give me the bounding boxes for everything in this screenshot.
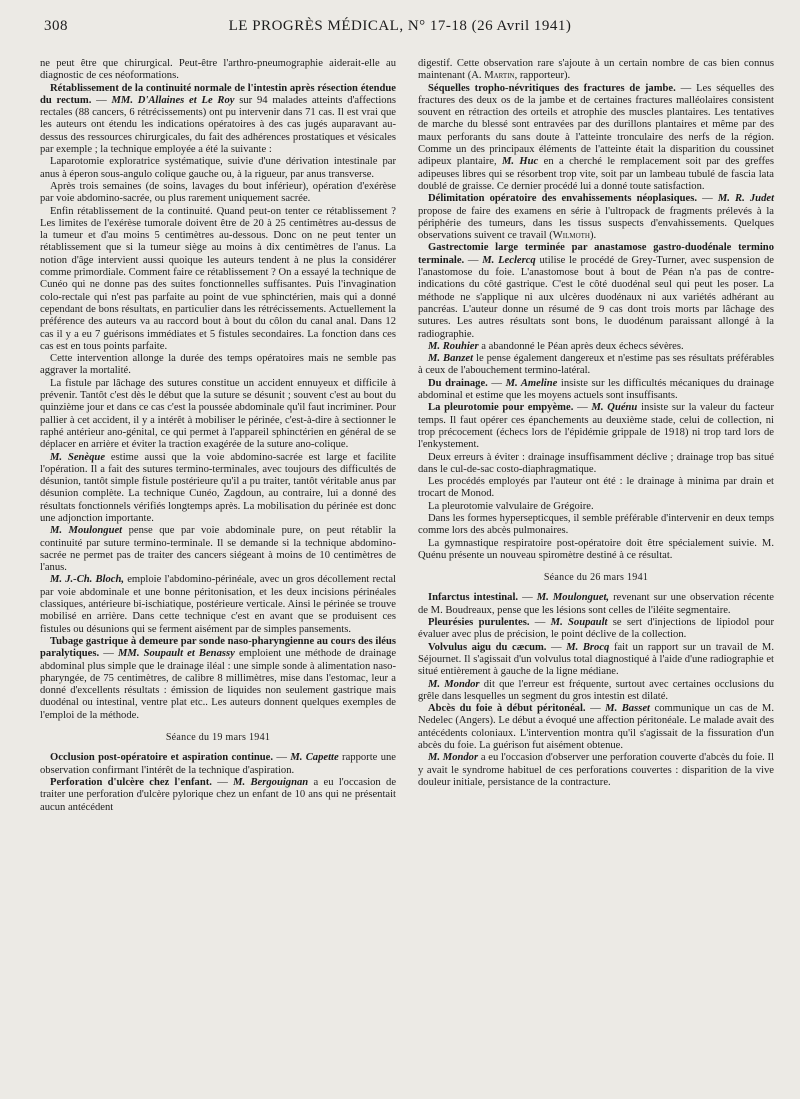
session-heading: Séance du 26 mars 1941: [543, 572, 649, 584]
right-column: [418, 58, 774, 789]
paragraph-text: insiste sur la valeur du facteur temps. Il faut opérer ces épanchements au deuxième stade, celui de collection, ni trop précocement (échecs lors de l'épidémie grippale de 1918) ni trop tard lors de l'enkystement.: [418, 402, 775, 451]
author: M. Mondor: [428, 678, 480, 690]
paragraph-text: estime aussi que la voie abdomino-sacrée est large et facilite l'opération. Il a fait des sutures termino-terminales, avec toujours des difficultés de désunion, tantôt simple fistule postérieure qu'il a pu traiter, tantôt véritable anus par désunion complète. La technique Cunéo, Zagdoun, au contraire, lui a donné des résultats fonctionnels vérifiés longtemps après. La mobilisation du périnée est donc une adjonction importante.: [40, 451, 397, 524]
section-title: Rétablissement de la continuité normale de l'intestin après résection étendue du rectum.: [40, 82, 396, 106]
paragraph-text: insiste sur les difficultés mécaniques du drainage abdominal et estime que les moyens actuels sont insuffisants.: [418, 377, 775, 402]
paragraph: Dans les formes hypersepticques, il semble préférable d'intervenir en deux temps comme lors des abcès pulmonaires.: [418, 512, 774, 537]
paragraph-text: ).: [589, 230, 597, 242]
paragraph-text: emploie l'abdomino-périnéale, avec un gros décollement rectal par voie abdominale et une bonne péritonisation, et les deux incisions périnéales classiques, antérieure bi-ischiatique, postérieure verticale. Ainsi le périnée se trouve mobilisé en arrière. Dans cette technique c'est en avant que se produisent ces fistules ou désunions qui se ferment aisément par de simples pansements.: [40, 574, 396, 635]
author: M. Ameline: [505, 377, 558, 389]
section-abces: Abcès du foie à début péritonéal. — M. Basset communique un cas de M. Nedelec (Angers). Le début a évoqué une affection péritonéale. Le malade avait des antécédents coloniaux. L'intervention montra qu'il s'agissait de la fissuration d'un abcès du foie. La guérison fut aisément obtenue.: [418, 703, 774, 752]
author: M. Banzet: [428, 353, 474, 365]
section-title: Séquelles tropho-névritiques des fractures de jambe.: [428, 82, 676, 94]
paragraph: [40, 525, 396, 574]
section-title: La pleurotomie pour empyème.: [428, 402, 574, 414]
page-number: 308: [44, 18, 68, 34]
paragraph: sur 94 malades atteints d'affections rectales (88 cancers, 6 rétrécissements) ont pu intervenir dans 71 cas. Il est vrai que les auteurs ont étendu les indications opératoires à des cas jugés auparavant au-dessus des ressources chirurgicales, du fait des adhérences prostatiques et vésicales par exemple ; la technique employée a été la suivante :: [40, 94, 396, 156]
paragraph: Cette intervention allonge la durée des temps opératoires mais ne semble pas aggraver la mortalité.: [40, 353, 396, 377]
paragraph: [40, 452, 396, 526]
paragraph: ne peut être que chirurgical. Peut-être l'arthro-pneumographie aiderait-elle au diagnostic de ces néoformations.: [40, 58, 396, 82]
paragraph: Après trois semaines (de soins, lavages du bout inférieur), opération d'exérèse par voie abdomino-sacrée, ou plus rarement uniquement sacrée.: [40, 180, 396, 205]
paragraph: [418, 341, 774, 353]
paragraph: Laparotomie exploratrice systématique, suivie d'une dérivation intestinale par anus à éperon sous-angulo colique gauche ou, à la rigueur, par anus transverse.: [40, 156, 396, 180]
paragraph: Enfin rétablissement de la continuité. Quand peut-on tenter ce rétablissement ? Les limites de l'exérèse tumorale doivent être de 20 à 25 centimètres au-dessus de la tumeur et d'au moins 5 centimètres au-dessous. Donc on ne peut tenter un rétablissement que si la tumeur siège au moins à dix centimètres de l'anus. La notion d'âge intervient aussi quoique les auteurs tendent à ne plus la considérer comme primordiale. Comment faire ce rétablissement ? On a essayé la technique de Cunéo qui ne donne pas des suites fonctionnelles suffisantes. Puis l'invagination colo-rectale qui n'est pas parfaite au point de vue sphinctérien, mais qui a donné cependant de bons résultats, en particulier dans les rétrécissements. Actuellement la préférence des auteurs va au raccord bout à bout du côlon du canal anal. Dans 12 cas il y a eu 7 guérisons immédiates et 5 fistules secondaires. La fonction dans ces cas est en tous points parfaite.: [40, 205, 396, 352]
section-infarctus: Infarctus intestinal. — M. Moulonguet, revenant sur une observation récente de M. Boudreaux, pense que les lésions sont celles de l'iléite segmentaire.: [418, 592, 774, 616]
paragraph-text: pense que par voie abdominale pure, on peut rétablir la continuité par suture termino-terminale. Il se demande si la technique abdomino-sacrée ne permet pas de traiter des cancers siégeant à moins de 10 centimètres de l'anus.: [40, 525, 396, 574]
paragraph: La fistule par lâchage des sutures constitue un accident ennuyeux et difficile à prévenir. Tantôt c'est dès le début que la suture se désunit ; souvent c'est au bout du quinzième jour et dans ce cas c'est la poussée abdominale qu'il faut incriminer. Pour pallier à cet accident, il y a intérêt à mobiliser le périnée, c'est-à-dire à sectionner le raphé antérieur ano-génital, ce qui permet à l'appareil sphinctérien en général de se déplacer en arrière et éviter la traction exagérée de la suture ano-colique.: [40, 377, 396, 451]
section-title: Tubage gastrique à demeure par sonde naso-pharyngienne au cours des iléus paralytiques.: [40, 635, 396, 660]
section-rectum: Rétablissement de la continuité normale de l'intestin après résection étendue du rectum. — MM. D'Allaines et Le Roy sur 94 malades atteints d'affections rectales (88 cancers, 6 rétrécissements) ont pu intervenir dans 71 cas. Il est vrai que les auteurs ont étendu les indications opératoires à des cas jugés auparavant au-dessus des ressources chirurgicales, du fait des adhérences prostatiques et vésicales par exemple ; la technique employée a été la suivante :: [40, 82, 396, 156]
section-title: Volvulus aigu du cæcum.: [428, 641, 547, 653]
paragraph-text: a eu l'occasion d'observer une perforation couverte d'abcès du foie. Il y avait le syndrome habituel de ces perforations couvertes : disparition de la vive douleur initiale, persistance de la contracture.: [418, 752, 774, 788]
paragraph-text: a abandonné le Péan après deux échecs sévères.: [481, 340, 684, 352]
paragraph-text: fait un rapport sur un travail de M. Séjournet. Il s'agissait d'un volvulus total diagnostiqué à l'aide d'une radiographie et situé entièrement à gauche de la ligne médiane.: [418, 641, 774, 678]
section-perforation: Perforation d'ulcère chez l'enfant. — M. Bergouignan a eu l'occasion de traiter une perforation d'ulcère pylorique chez un enfant de 10 ans qui ne présentait aucun antécédent: [40, 776, 397, 813]
section-drainage: Du drainage. — M. Ameline insiste sur les difficultés mécaniques du drainage abdominal et estime que les moyens actuels sont insuffisants.: [418, 377, 775, 402]
paragraph-text: dit que l'erreur est fréquente, surtout avec certaines occlusions du grêle dans lesquelles un segment du gros intestin est dilaté.: [418, 678, 775, 702]
author: M. Soupault: [550, 617, 608, 629]
paragraph: [418, 353, 774, 378]
author: M. Bergouignan: [233, 776, 309, 788]
author: M. Basset: [605, 703, 650, 715]
paragraph-text: digestif. Cette observation rare s'ajoute à un certain nombre de cas bien connus maintenant (: [418, 58, 774, 82]
paragraph-text: emploient une méthode de drainage abdominal plus simple que le drainage iléal : une simple sonde à alimentation naso-pharyngée, de 75 centimètres, de calibre 8 millimètres, mise dans l'estomac, leur a donné d'excellents résultats : émission de liquides non seulement gastrique mais duodénal ou intestinal, ventre plat etc.. Les auteurs donnent quelques exemples de l'emploi de la méthode.: [40, 648, 397, 721]
author: MM. D'Allaines et Le Roy: [111, 94, 235, 106]
session-heading: Séance du 19 mars 1941: [165, 732, 271, 744]
section-title: Pleurésies purulentes.: [428, 617, 530, 629]
section-title: Abcès du foie à début péritonéal.: [428, 703, 586, 715]
author: M. Senèque: [50, 451, 106, 463]
page-header: [44, 18, 756, 40]
section-volvulus: Volvulus aigu du cæcum. — M. Brocq fait un rapport sur un travail de M. Séjournet. Il s'agissait d'un volvulus total diagnostiqué à l'aide d'une radiographie et situé entièrement à gauche de la ligne médiane.: [418, 641, 774, 678]
author: M. J.-Ch. Bloch,: [50, 574, 125, 586]
section-title: Du drainage.: [428, 377, 488, 389]
paragraph: [418, 58, 774, 83]
paragraph-text: — Les séquelles des fractures des deux os de la jambe et de certaines fractures malléolaires consistent souvent en rétraction des orteils et atrophie des muscles plantaires. Les tentatives de marche du blessé sont entravées par des durillons plantaires et même par des maux perforants du sans doute à l'atteinte tronculaire des nerfs de la région. Comme un des principaux éléments de l'atteinte était la disparition du coussinet adipeux plantaire,: [418, 82, 775, 168]
paragraph-text: , rapporteur).: [514, 70, 571, 82]
paragraph: Deux erreurs à éviter : drainage insuffisamment déclive ; drainage trop bas situé dans le cul-de-sac costo-diaphragmatique.: [418, 451, 774, 475]
author: MM. Soupault et Benassy: [117, 648, 235, 660]
author: M. Mondor: [428, 752, 479, 764]
author: M. Quénu: [591, 402, 638, 414]
paragraph-text: revenant sur une observation récente de M. Boudreaux, pense que les lésions sont celles de l'iléite segmentaire.: [418, 592, 774, 616]
paragraph: Les procédés employés par l'auteur ont été : le drainage à minima par drain et trocart de Monod.: [418, 476, 774, 500]
paragraph-text: propose de faire des examens en série à l'ultropack de fragments prélevés à la périphérie des tumeurs, dans les tissus suspects d'envahissements. Quelques observations suivent ce travail (: [418, 205, 774, 242]
paragraph-text: rapporte une observation confirmant l'intérêt de la technique d'aspiration.: [40, 752, 396, 776]
left-column: [40, 58, 396, 814]
author: M. Leclercq: [482, 254, 536, 266]
section-title: Délimitation opératoire des envahissements néoplasiques.: [428, 193, 697, 205]
paragraph-text: a eu l'occasion de traiter une perforation d'ulcère pylorique chez un enfant de 10 ans qui ne présentait aucun antécédent: [40, 776, 397, 813]
author: M. Rouhier: [428, 340, 479, 352]
section-tubage: Tubage gastrique à demeure par sonde naso-pharyngienne au cours des iléus paralytiques. — MM. Soupault et Benassy emploient une méthode de drainage abdominal plus simple que le drainage iléal : une simple sonde à alimentation naso-pharyngée, de 75 centimètres, de calibre 8 millimètres, mise dans l'estomac, leur a donné d'excellents résultats : émission de liquides non seulement gastrique mais duodénal ou intestinal, ventre plat etc.. Les auteurs donnent quelques exemples de l'emploi de la méthode.: [40, 635, 397, 721]
section-delimitation: Délimitation opératoire des envahissements néoplasiques. — M. R. Judet propose de faire des examens en série à l'ultropack de fragments prélevés à la périphérie des tumeurs, dans les tissus suspects d'envahissements. Quelques observations suivent ce travail (Wilmoth).: [418, 193, 775, 242]
author: M. Moulonguet,: [536, 592, 610, 604]
paragraph-text: utilise le procédé de Grey-Turner, avec suspension de l'anastomose du foie. L'anastomose bout à bout de Péan n'a pas de contre-indications du côté gastrique. C'est le côté duodénal seul qui peut les poser. La méthode ne s'applique ni aux ulcères duodénaux ni aux variétés adhérant au pancréas. L'auteur donne un résumé de 9 cas dont trois morts par lâchage des sutures. Les autres résultats sont bons, le duodénum paraissant allongé à la radiographie.: [418, 254, 774, 340]
author: M. Huc: [501, 156, 539, 168]
paragraph-text: se sert d'injections de lipiodol pour évaluer avec plus de précision, le point déclive de la collection.: [418, 617, 775, 641]
section-gastrectomie: Gastrectomie large terminée par anastamose gastro-duodénale termino terminale. — M. Leclercq utilise le procédé de Grey-Turner, avec suspension de l'anastomose du foie. L'anastomose bout à bout de Péan n'a pas de contre-indications du côté gastrique. C'est le côté duodénal seul qui peut les poser. La méthode ne s'applique ni aux ulcères duodénaux ni aux variétés adhérant au pancréas. L'auteur donne un résumé de 9 cas dont trois morts par lâchage des sutures. Les autres résultats sont bons, le duodénum paraissant allongé à la radiographie.: [418, 242, 774, 340]
paragraph: La pleurotomie valvulaire de Grégoire.: [428, 500, 594, 512]
section-sequelles: [418, 83, 774, 194]
reporter: Wilmoth: [552, 230, 590, 242]
paragraph-text: communique un cas de M. Nedelec (Angers). Le début a évoqué une affection péritonéale. Le malade avait des antécédents coloniaux. L'intervention montra qu'il s'agissait de la fissuration d'un abcès du foie. La guérison fut aisément obtenue.: [418, 703, 774, 752]
journal-title: LE PROGRÈS MÉDICAL, N° 17-18 (26 Avril 1941): [228, 18, 572, 34]
section-title: Gastrectomie large terminée par anastamose gastro-duodénale termino terminale.: [418, 242, 774, 266]
paragraph-text: le pense également dangereux et n'estime pas ses résultats préférables à ceux de l'abouchement termino-latéral.: [418, 353, 774, 377]
section-pleuresies: Pleurésies purulentes. — M. Soupault se sert d'injections de lipiodol pour évaluer avec plus de précision, le point déclive de la collection.: [418, 617, 775, 641]
section-title: Perforation d'ulcère chez l'enfant.: [50, 776, 212, 788]
paragraph-text: en a cherché le remplacement soit par des greffes adipeuses libres qui se résorbent trop vite, soit par un lambeau tubulé de fascia lata doublé de graisse. Ce dernier procédé lui a donné toute satisfaction.: [418, 156, 775, 192]
author: M. Moulonguet: [50, 525, 123, 537]
paragraph: [418, 752, 774, 789]
author: M. R. Judet: [717, 193, 775, 205]
section-pleurotomie: La pleurotomie pour empyème. — M. Quénu insiste sur la valeur du facteur temps. Il faut opérer ces épanchements au deuxième stade, celui de collection, ni trop précocement (échecs lors de l'épidémie grippale de 1918) ni trop tard lors de l'enkystement.: [418, 402, 775, 451]
paragraph: [418, 679, 774, 704]
paragraph: La gymnastique respiratoire post-opératoire doit être spécialement suivie. M. Quénu présente un nouveau spiromètre destiné à ce résultat.: [418, 537, 774, 561]
reporter: A. Martin: [471, 70, 515, 82]
author: M. Brocq: [566, 641, 610, 653]
paragraph: [40, 574, 396, 635]
author: M. Capette: [290, 752, 339, 764]
section-occlusion: Occlusion post-opératoire et aspiration continue. — M. Capette rapporte une observation confirmant l'intérêt de la technique d'aspiration.: [40, 752, 396, 776]
section-title: Occlusion post-opératoire et aspiration continue.: [50, 752, 274, 764]
section-title: Infarctus intestinal.: [428, 592, 519, 604]
